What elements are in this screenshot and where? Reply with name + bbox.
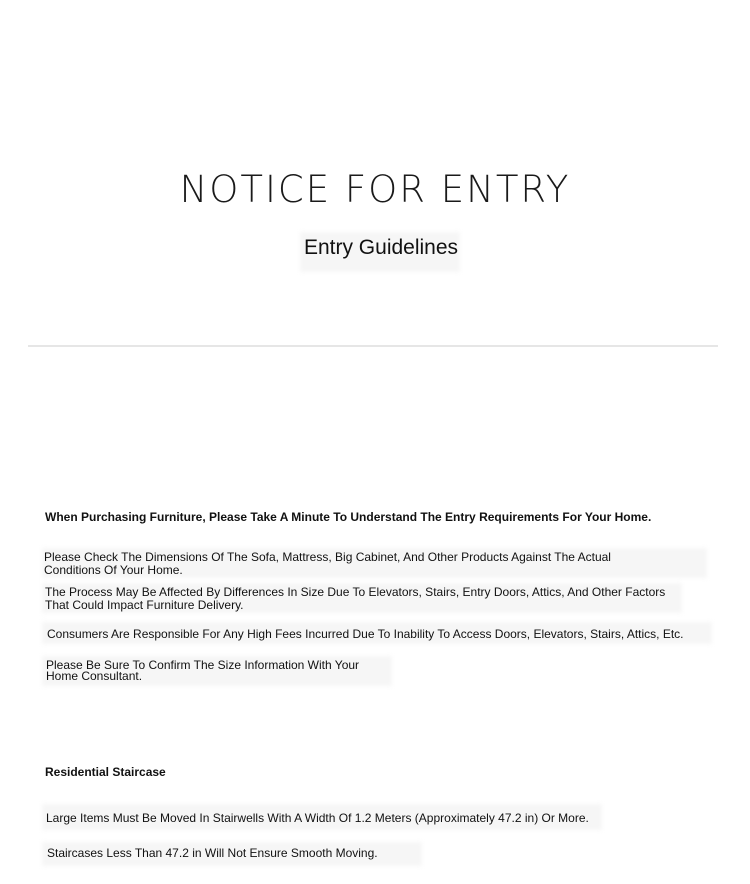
- intro-text: When Purchasing Furniture, Please Take A Minute To Understand The Entry Requirements For Your Home.: [45, 510, 652, 524]
- note-line: Home Consultant.: [46, 669, 143, 683]
- note-line: That Could Impact Furniture Delivery.: [45, 598, 244, 612]
- note-line: The Process May Be Affected By Differences In Size Due To Elevators, Stairs, Entry Doors, Attics, And Other Factors: [45, 585, 666, 599]
- note-line: Consumers Are Responsible For Any High Fees Incurred Due To Inability To Access Doors, Elevators, Stairs, Attics, Etc.: [47, 627, 684, 641]
- note-line: Conditions Of Your Home.: [44, 563, 183, 577]
- page-title: NOTICE FOR ENTRY: [179, 168, 571, 211]
- note-line: Please Be Sure To Confirm The Size Information With Your: [46, 658, 360, 672]
- section-divider: [28, 345, 718, 347]
- rule-line: Large Items Must Be Moved In Stairwells With A Width Of 1.2 Meters (Approximately 47.2 in) Or More.: [46, 811, 589, 825]
- note-line: Please Check The Dimensions Of The Sofa, Mattress, Big Cabinet, And Other Products Against The Actual: [44, 550, 611, 564]
- rule-line: Staircases Less Than 47.2 in Will Not Ensure Smooth Moving.: [47, 846, 378, 860]
- page-subtitle: Entry Guidelines: [303, 236, 459, 259]
- staircase-heading: Residential Staircase: [45, 765, 166, 779]
